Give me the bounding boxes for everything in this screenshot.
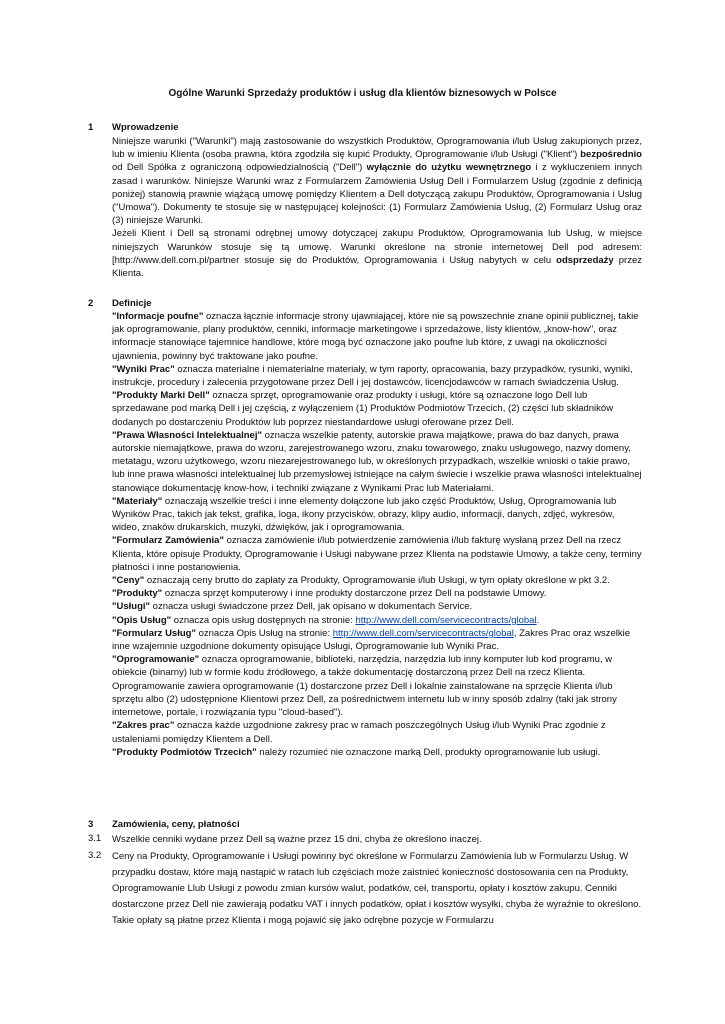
definition-term: "Ceny"	[112, 575, 145, 587]
bold-text: bezpośrednio	[580, 149, 642, 161]
clause-text: Ceny na Produkty, Oprogramowanie i Usługi powinny być określone w Formularzu Zamówienia lub w Formularzu Usług. W przypadku dostaw, które mają nastąpić w ratach lub częściach może zaistnieć konieczność dostosowania cen na Produkty, Oprogramowanie Llub Usługi z powodu zmian kursów walut, podatków, ceł, transportu, opłaty i kosztów zakupu. Cenniki dostarczone przez Dell nie zawierają podatku VAT i innych podatków, opłat i kosztów wysyłki, chyba że wyraźnie to określono. Takie opłaty są płatne przez Klienta i mogą pojawić się jako odrębne pozycje w Formularzu	[112, 851, 642, 926]
paragraph: Niniejsze warunki ("Warunki") mają zastosowanie do wszystkich Produktów, Oprogramowania i/lub Usług zakupionych przez, lub w imieniu Klienta (osoba prawna, która zgodziła się kupić Produkty, Oprogramowanie i/lub Usługi ("Klient") bezpośrednio od Dell Spółka z ograniczoną odpowiedzialnością ("Dell") wyłącznie do użytku wewnętrznego i z wykluczeniem innych zasad i warunków. Niniejsze Warunki wraz z Formularzem Zamówienia Usług Dell i Formularzem Usług (zgodnie z definicją poniżej) stanowią prawnie wiążącą umowę pomiędzy Klientem a Dell dotyczącą zakupu Produktów, Oprogramowania i Usług ("Umowa"). Dokumenty te stosuje się w następującej kolejności: (1) Formularz Zamówienia Usług, (2) Formularz Usług oraz (3) niniejsze Warunki.	[112, 136, 642, 227]
clause-number: 3.1	[88, 833, 102, 844]
definition-term: "Zakres prac"	[112, 720, 175, 732]
definition-item: "Materiały" oznaczają wszelkie treści i inne elementy dołączone lub jako część Produktów, Usług, Oprogramowania lub Wyników Prac, takich jak tekst, grafika, loga, ikony przycisków, obrazy, klipy audio, informacji, danych, zdjęć, wykresów, wideo, znaków drukarskich, muzyki, dźwięków, jak i oprogramowania.	[112, 495, 617, 534]
section-title: Zamówienia, ceny, płatności	[112, 819, 240, 830]
paragraph: Jeżeli Klient i Dell są stronami odrębnej umowy dotyczącej zakupu Produktów, Oprogramowania lub Usług, w miejsce niniejszych Warunków stosuje się tą umowę. Warunki określone na stronie internetowej Dell pod adresem: [http://www.dell.com.pl/partner stosuje się do Produktów, Oprogramowania i Usług nabytych w celu odsprzedaży przez Klienta.	[112, 228, 642, 280]
bold-text: wyłącznie do użytku wewnętrznego	[366, 162, 532, 174]
definition-term: "Formularz Usług"	[112, 627, 196, 639]
service-contracts-link[interactable]: http://www.dell.com/servicecontracts/global	[355, 614, 537, 626]
clause-text: Wszelkie cenniki wydane przez Dell są ważne przez 15 dni, chyba że określono inaczej.	[112, 834, 482, 845]
definitions-list	[112, 310, 642, 759]
definition-term: "Oprogramowanie"	[112, 654, 200, 666]
definition-item: "Usługi" oznacza usługi świadczone przez Dell, jak opisano w dokumentach Service.	[112, 601, 473, 613]
definition-term: "Produkty"	[112, 588, 163, 600]
definition-item: "Produkty Podmiotów Trzecich" należy rozumieć nie oznaczone marką Dell, produkty oprogramowanie lub usługi.	[112, 746, 601, 758]
definition-item: "Formularz Zamówienia" oznacza zamówienie i/lub potwierdzenie zamówienia i/lub fakturę wysłaną przez Dell na rzecz Klienta, które opisuje Produkty, Oprogramowanie i Usługi nabywane przez Klienta na podstawie Umowy, a także ceny, terminy płatności i inne postanowienia.	[112, 535, 642, 573]
definition-term: "Prawa Własności Intelektualnej"	[112, 429, 262, 441]
section-1-body	[112, 135, 642, 280]
definition-item: "Ceny" oznaczają ceny brutto do zapłaty za Produkty, Oprogramowanie i/lub Usługi, w tym opłaty określone w pkt 3.2.	[112, 575, 610, 587]
definition-term: "Wyniki Prac"	[112, 363, 175, 375]
clause-number: 3.2	[88, 850, 102, 861]
definition-term: "Usługi"	[112, 601, 151, 613]
definition-item: "Produkty" oznacza sprzęt komputerowy i inne produkty dostarczone przez Dell na podstawie Umowy.	[112, 588, 547, 600]
section-number: 3	[88, 819, 94, 830]
service-contracts-link[interactable]: http://www.dell.com/servicecontracts/global	[332, 627, 514, 639]
definition-item: "Prawa Własności Intelektualnej" oznacza wszelkie patenty, autorskie prawa majątkowe, prawa do baz danych, prawa autorskie niemajątkowe, prawa do wzoru, zarejestrowanego wzoru, znaku towarowego, znaku usługowego, nazwy domeny, metatagu, wzoru użytkowego, wzoru niezarejestrowanego lub, w określonych przypadkach, wszelkie wnioski o takie prawo, lub inne prawa własności intelektualnej lub przemysłowej istniejące na całym świecie i wszelkie prawa własności intelektualnej stanowiące dokumentację know-how, i techniki związane z Wynikami Prac lub Materiałami.	[112, 429, 642, 494]
definition-item: "Oprogramowanie" oznacza oprogramowanie, biblioteki, narzędzia, narzędzia lub inny komputer lub kod programu, w obiekcie (binarny) lub w formie kodu źródłowego, a także dokumentację dostarczoną przez Dell na rzecz Klienta. Oprogramowanie zawiera oprogramowanie (1) dostarczone przez Dell i lokalnie zainstalowane na sprzęcie Klienta i/lub sprzętu albo (2) udostępnione Klientowi przez Dell, za pośrednictwem internetu lub w inny sposób zdalny (taki jak strony internetowe, portale, i rozwiązania typu "cloud-based").	[112, 654, 617, 719]
definition-item: "Wyniki Prac" oznacza materialne i niematerialne materiały, w tym raporty, opracowania, bazy przypadków, rysunki, wyniki, instrukcje, procedury i zalecenia przygotowane przez Dell i jej dostawców, licencjodawców w ramach świadczenia Usług.	[112, 363, 633, 389]
definition-item: "Informacje poufne" oznacza łącznie informacje strony ujawniającej, które nie są powszechnie znane opinii publicznej, takie jak oprogramowanie, plany produktów, cenniki, informacje marketingowe i sprzedażowe, listy klientów, „know-how", oraz informacje stanowiące tajemnice handlowe, które mogą być oznaczone jako poufne lub które, z uwagi na okoliczności ujawnienia, powinny być traktowane jako poufne.	[112, 311, 639, 362]
definition-item: "Formularz Usług" oznacza Opis Usług na stronie: http://www.dell.com/servicecontracts/global, Zakres Prac oraz wszelkie inne wzajemnie uzgodnione dokumenty opisujące Usługi, Oprogramowanie lub Wyniki Prac.	[112, 627, 630, 653]
definition-term: "Produkty Podmiotów Trzecich"	[112, 746, 257, 758]
definition-term: "Informacje poufne"	[112, 311, 204, 322]
document-title: Ogólne Warunki Sprzedaży produktów i usług dla klientów biznesowych w Polsce	[168, 88, 557, 99]
definition-term: "Produkty Marki Dell"	[112, 390, 210, 402]
definition-term: "Opis Usług"	[112, 614, 172, 626]
definition-item: "Produkty Marki Dell" oznacza sprzęt, oprogramowanie oraz produkty i usługi, które są oznaczone logo Dell lub sprzedawane pod marką Dell i jej częścią, z wyłączeniem (1) Produktów Podmiotów Trzecich, (2) części lub składników dodanych po dostarczeniu Produktów lub poprzez niestandardowe usługi oferowane przez Dell.	[112, 390, 614, 428]
definition-term: "Formularz Zamówienia"	[112, 535, 224, 547]
section-title: Wprowadzenie	[112, 122, 179, 133]
bold-text: odsprzedaży	[556, 254, 614, 266]
definition-item: "Zakres prac" oznacza każde uzgodnione zakresy prac w ramach poszczególnych Usług i/lub Wyniki Prac zgodnie z ustaleniami pomiędzy Klientem a Dell.	[112, 720, 606, 745]
section-title: Definicje	[112, 298, 152, 309]
definition-term: "Materiały"	[112, 495, 163, 507]
section-number: 1	[88, 122, 94, 133]
definition-item: "Opis Usług" oznacza opis usług dostępnych na stronie: http://www.dell.com/servicecontracts/global.	[112, 614, 540, 626]
section-number: 2	[88, 298, 94, 309]
